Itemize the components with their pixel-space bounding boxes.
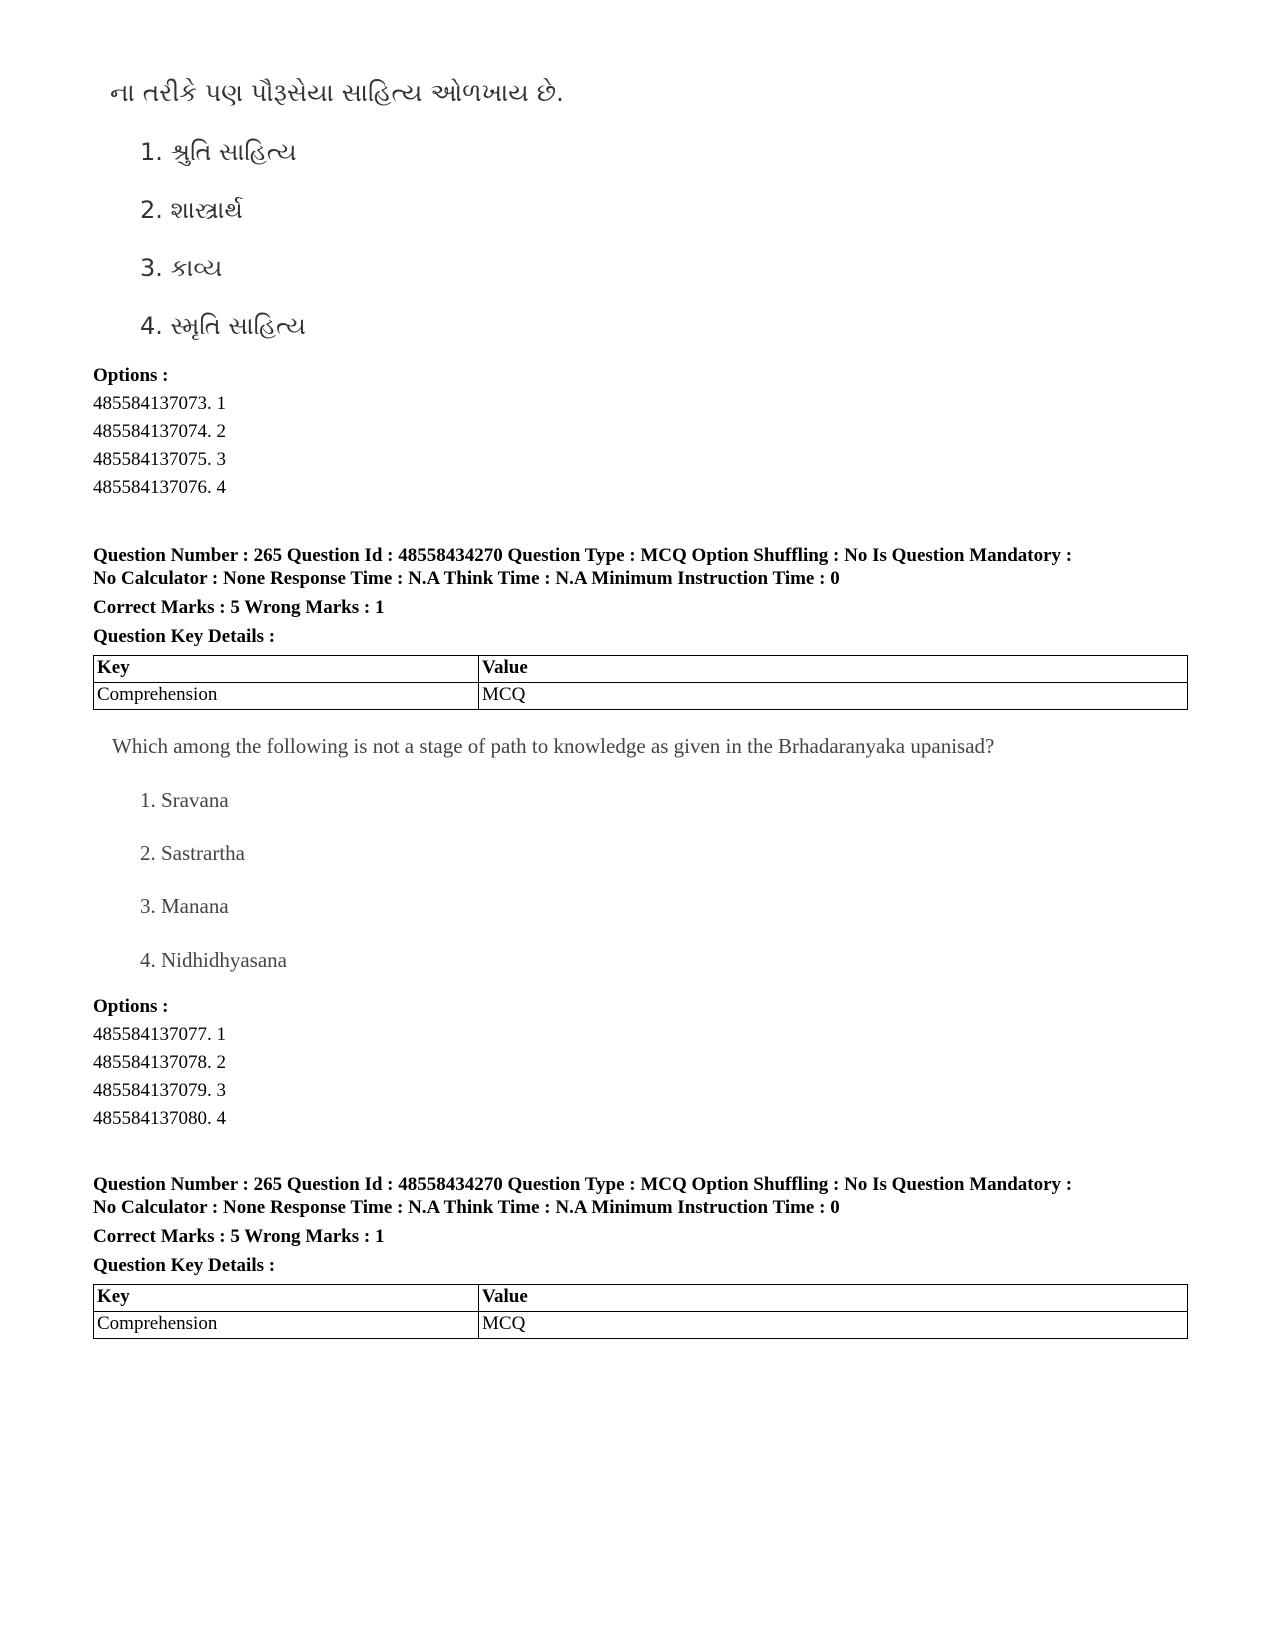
- options-heading: Options :: [93, 365, 169, 386]
- question-meta-line-1: Question Number : 265 Question Id : 48558434270 Question Type : MCQ Option Shuffling : No Is Question Mandatory :: [93, 545, 1073, 566]
- table-header-key: Key: [94, 656, 479, 683]
- option-id-line: 485584137073. 1: [93, 393, 226, 414]
- table-header-row: [94, 656, 1188, 683]
- table-header-value: Value: [479, 1285, 1188, 1312]
- key-details-label: Question Key Details :: [93, 1255, 276, 1276]
- gujarati-question-text: ના તરીકે પણ પૌરૂસેયા સાહિત્ય ઓળખાય છે.: [110, 78, 565, 107]
- gujarati-option-2: 2. શાસ્ત્રાર્થ: [140, 196, 243, 224]
- gujarati-option-4: 4. સ્મૃતિ સાહિત્ય: [140, 312, 306, 340]
- table-cell-value: MCQ: [479, 1312, 1188, 1339]
- option-id-line: 485584137078. 2: [93, 1052, 226, 1073]
- table-cell-value: MCQ: [479, 683, 1188, 710]
- option-id-line: 485584137076. 4: [93, 477, 226, 498]
- key-details-table: [93, 655, 1188, 710]
- key-details-table: [93, 1284, 1188, 1339]
- option-id-line: 485584137077. 1: [93, 1024, 226, 1045]
- table-cell-key: Comprehension: [94, 683, 479, 710]
- question-meta-line-1: Question Number : 265 Question Id : 48558434270 Question Type : MCQ Option Shuffling : No Is Question Mandatory :: [93, 1174, 1073, 1195]
- english-option-1: 1. Sravana: [140, 788, 229, 812]
- question-meta-line-2: No Calculator : None Response Time : N.A Think Time : N.A Minimum Instruction Time : 0: [93, 568, 840, 589]
- table-header-key: Key: [94, 1285, 479, 1312]
- option-id-line: 485584137080. 4: [93, 1108, 226, 1129]
- gujarati-option-3: 3. કાવ્ય: [140, 254, 223, 282]
- question-meta-line-2: No Calculator : None Response Time : N.A Think Time : N.A Minimum Instruction Time : 0: [93, 1197, 840, 1218]
- table-header-value: Value: [479, 656, 1188, 683]
- question-meta: [93, 544, 1213, 590]
- english-question-text: Which among the following is not a stage of path to knowledge as given in the Brhadaranyaka upanisad?: [112, 734, 995, 758]
- marks-line: Correct Marks : 5 Wrong Marks : 1: [93, 1226, 385, 1247]
- english-option-2: 2. Sastrartha: [140, 841, 245, 865]
- key-details-label: Question Key Details :: [93, 626, 276, 647]
- english-option-4: 4. Nidhidhyasana: [140, 948, 287, 972]
- question-meta: [93, 1173, 1213, 1219]
- english-option-3: 3. Manana: [140, 894, 229, 918]
- marks-line: Correct Marks : 5 Wrong Marks : 1: [93, 597, 385, 618]
- table-row: [94, 1312, 1188, 1339]
- option-id-line: 485584137075. 3: [93, 449, 226, 470]
- gujarati-option-1: 1. શ્રુતિ સાહિત્ય: [140, 138, 297, 166]
- options-heading: Options :: [93, 996, 169, 1017]
- option-id-line: 485584137074. 2: [93, 421, 226, 442]
- table-cell-key: Comprehension: [94, 1312, 479, 1339]
- table-row: [94, 683, 1188, 710]
- table-header-row: [94, 1285, 1188, 1312]
- option-id-line: 485584137079. 3: [93, 1080, 226, 1101]
